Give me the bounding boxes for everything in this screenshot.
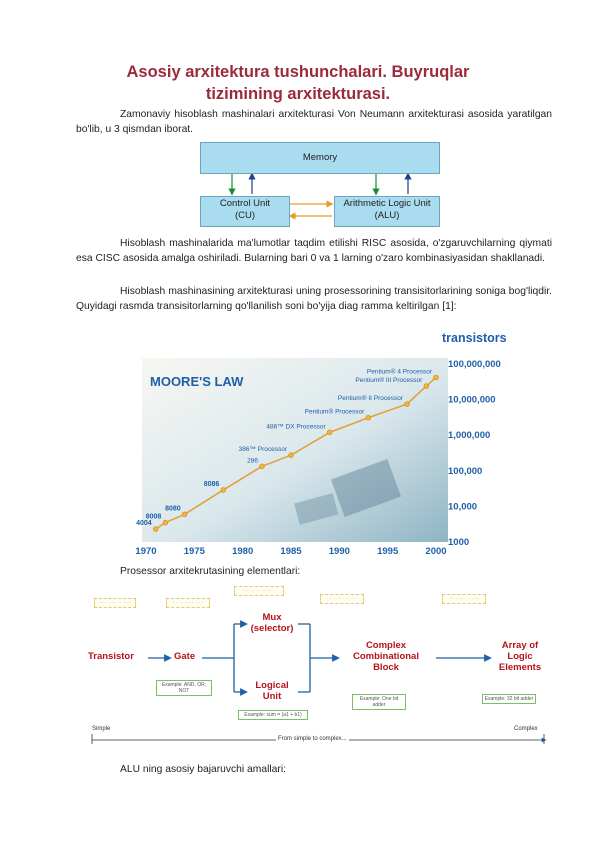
paragraph-processor-elements: Prosessor arxitekrutasining elementlari: bbox=[120, 566, 301, 577]
example-gate: Example: AND, OR, NOT bbox=[156, 680, 212, 696]
lu-subtitle: Unit bbox=[262, 691, 282, 702]
example-complex-block: Example: One bit adder bbox=[352, 694, 406, 710]
data-point-label: 8080 bbox=[165, 505, 181, 513]
label-mux bbox=[244, 612, 300, 634]
paragraph-risc-cisc: Hisoblash mashinalarida ma'lumotlar taqdim etilishi RISC asosida, o'zgaruvchilarning qiymati esa CISC asosida amalga oshiriladi. Bularning bari 0 va 1 larning o'zaro kombinasiyasidan shakllanadi. bbox=[76, 238, 552, 264]
ale-line2: Logic bbox=[507, 651, 533, 662]
ccb-line2: Combinational bbox=[353, 651, 419, 662]
paragraph-alu-ops: ALU ning asosiy bajaruvchi amallari: bbox=[120, 764, 286, 775]
note-mux: ···· ·· ···· ·· ····· bbox=[234, 586, 284, 596]
data-point-label: Pentium® Processor bbox=[304, 408, 365, 416]
data-point-label: 4004 bbox=[136, 520, 152, 528]
data-point bbox=[182, 512, 187, 517]
data-point bbox=[221, 488, 226, 493]
label-complex: Complex bbox=[514, 726, 538, 732]
cu-abbr: (CU) bbox=[234, 210, 256, 221]
processor-elements-diagram bbox=[88, 584, 552, 746]
data-point bbox=[163, 520, 168, 525]
note-gate: ···· ·· ···· ·· ····· bbox=[166, 598, 210, 608]
label-scale: From simple to complex... bbox=[278, 736, 347, 742]
label-array-of-logic-elements bbox=[490, 640, 550, 673]
data-point bbox=[405, 402, 410, 407]
ccb-line1: Complex bbox=[365, 640, 407, 651]
data-point-label: Pentium® III Processor bbox=[355, 377, 423, 385]
chart-title: MOORE'S LAW bbox=[150, 374, 244, 389]
y-tick-label: 1000 bbox=[448, 537, 470, 548]
x-tick-label: 1980 bbox=[232, 546, 254, 557]
ccb-line3: Block bbox=[373, 662, 399, 673]
page-title-line2: tizimining arxitekturasi. bbox=[205, 85, 391, 103]
control-unit-box bbox=[200, 196, 290, 227]
x-tick-label: 1985 bbox=[280, 546, 302, 557]
data-point bbox=[260, 464, 265, 469]
x-tick-label: 1990 bbox=[328, 546, 350, 557]
y-tick-label: 10,000 bbox=[448, 501, 478, 513]
note-transistor: ···· ·· ···· ·· ····· bbox=[94, 598, 136, 608]
y-tick-label: 10,000,000 bbox=[448, 394, 496, 406]
data-point bbox=[366, 415, 371, 420]
label-simple: Simple bbox=[92, 726, 111, 732]
x-tick-label: 1995 bbox=[377, 546, 399, 557]
y-tick-label: 1,000,000 bbox=[448, 430, 491, 442]
paragraph-intro: Zamonaviy hisoblash mashinalari arxitekturasi Von Neumann arxitekturasi asosida yaratilgan bo'lib, u 3 qismdan iborat. bbox=[76, 109, 552, 135]
y-tick-label: 100,000 bbox=[448, 465, 483, 477]
y-tick-labels bbox=[448, 359, 501, 548]
note-ale: ···· ·· ···· ·· ····· bbox=[442, 594, 486, 604]
label-transistor: Transistor bbox=[88, 651, 134, 662]
x-tick-label: 1975 bbox=[183, 546, 205, 557]
data-point bbox=[424, 384, 429, 389]
data-point-label: 8008 bbox=[145, 513, 162, 521]
y-axis-label: transistors bbox=[442, 331, 507, 345]
data-point bbox=[153, 527, 158, 532]
data-point bbox=[434, 375, 439, 380]
x-tick-label: 1970 bbox=[135, 546, 157, 557]
example-logical-unit: Example: sum = (a1 + b1) bbox=[238, 710, 308, 720]
page-title-line1: Asosiy arxitektura tushunchalari. Buyruqlar bbox=[126, 63, 470, 81]
processor-arrows bbox=[88, 584, 552, 746]
x-tick-label: 2000 bbox=[425, 546, 447, 557]
label-complex-block bbox=[336, 640, 436, 673]
von-neumann-diagram bbox=[196, 140, 442, 228]
cu-label: Control Unit bbox=[219, 198, 271, 209]
data-point-label: Pentium® II Processor bbox=[337, 395, 403, 403]
ale-line3: Elements bbox=[498, 662, 542, 673]
mux-subtitle: (selector) bbox=[250, 623, 294, 634]
mux-title: Mux bbox=[262, 612, 282, 623]
moores-law-chart bbox=[116, 328, 532, 558]
x-tick-labels bbox=[135, 546, 446, 557]
label-logical-unit bbox=[244, 680, 300, 702]
data-point-label: 486™ DX Processor bbox=[266, 423, 326, 431]
ale-line1: Array of bbox=[501, 640, 539, 651]
data-point bbox=[289, 453, 294, 458]
lu-title: Logical bbox=[255, 680, 289, 691]
paragraph-transistors: Hisoblash mashinasining arxitekturasi uning prosessorining transisitorlarining soniga bog'liqdir. Quyidagi rasmda transisitorlarning qo'llanilish soni bo'yija diag ramma keltirilgan [1]: bbox=[76, 286, 552, 312]
example-array: Example: 32 bit adder bbox=[482, 694, 536, 704]
alu-label: Arithmetic Logic Unit bbox=[343, 198, 431, 209]
data-point-label: 286 bbox=[247, 457, 258, 465]
data-point-label: 386™ Processor bbox=[238, 446, 287, 454]
alu-abbr: (ALU) bbox=[374, 210, 400, 221]
y-tick-label: 100,000,000 bbox=[448, 359, 501, 370]
data-point bbox=[327, 430, 332, 435]
alu-box bbox=[334, 196, 440, 227]
label-gate: Gate bbox=[174, 651, 196, 662]
data-point-label: Pentium® 4 Processor bbox=[366, 368, 432, 376]
note-ccb: ···· ·· ···· ·· ····· bbox=[320, 594, 364, 604]
memory-box: Memory bbox=[200, 142, 440, 174]
data-point-label: 8086 bbox=[203, 480, 220, 488]
